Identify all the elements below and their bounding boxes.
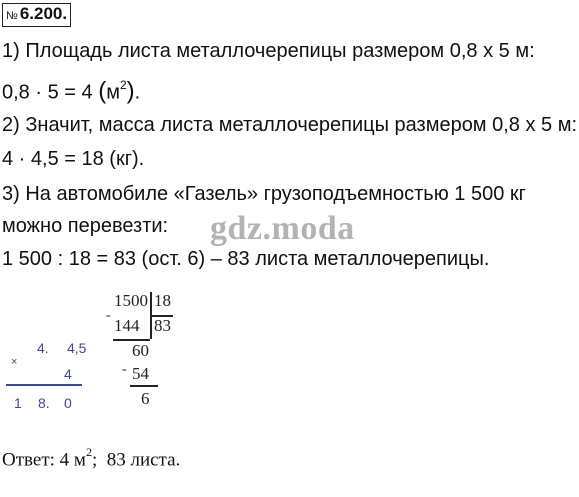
answer-area-power: 2 [85,445,92,459]
division-rule-2 [130,385,158,387]
mult-result-3: 0 [64,395,72,411]
division-quotient-bar [151,315,173,317]
line-7: 1 500 : 18 = 83 (ост. 6) – 83 листа металлочерепицы. [2,248,490,270]
answer-label: Ответ: [2,449,55,471]
answer-line: Ответ: 4 $м^2$; 83 листа. [2,445,181,471]
answer-area: 4 м [59,449,86,471]
line-3: 2) Значит, масса листа металлочерепицы размером 0,8 х 5 м: [2,114,578,136]
mult-sign: × [11,356,18,368]
mult-rule [6,384,82,386]
answer-sheets: 83 листа. [106,449,181,471]
line-4: 4 · 4,5 = 18 (кг). [2,148,145,170]
line-2: 0,8 · 5 = 4 $(м^2)$. [2,77,141,105]
line-5: 3) На автомобиле «Газель» грузоподъемностью 1 500 кг [2,183,526,205]
line-2-expr: 0,8 · 5 = 4 [2,81,93,104]
division-minus-2: - [122,362,127,377]
division-remainder-1: 60 [132,341,149,360]
division-minus-1: - [106,308,111,323]
division-quotient: 83 [154,316,171,335]
division-divisor: 18 [154,291,171,310]
mult-row-2: 4,5 [67,340,87,356]
unit-m: м [106,81,120,104]
mult-mid: 4 [64,366,72,382]
unit-power: 2 [119,78,127,92]
line-6: можно перевезти: [2,215,169,237]
mult-row-1: 4. [37,340,49,356]
division-dividend: 1500 [114,291,148,310]
mult-result-2: 8. [38,395,50,411]
division-subtrahend-1: 144 [114,316,140,335]
number-sign: № [6,10,18,22]
task-number: 6.200. [19,4,68,23]
line-1: 1) Площадь листа металлочерепицы размером 0,8 х 5 м: [2,40,535,62]
mult-result-1: 1 [14,395,22,411]
division-rule-1 [113,339,150,341]
division-subtrahend-2: 54 [132,364,149,383]
watermark: gdz.moda [210,210,355,247]
division-remainder: 6 [141,389,150,408]
task-number-badge [2,3,71,27]
